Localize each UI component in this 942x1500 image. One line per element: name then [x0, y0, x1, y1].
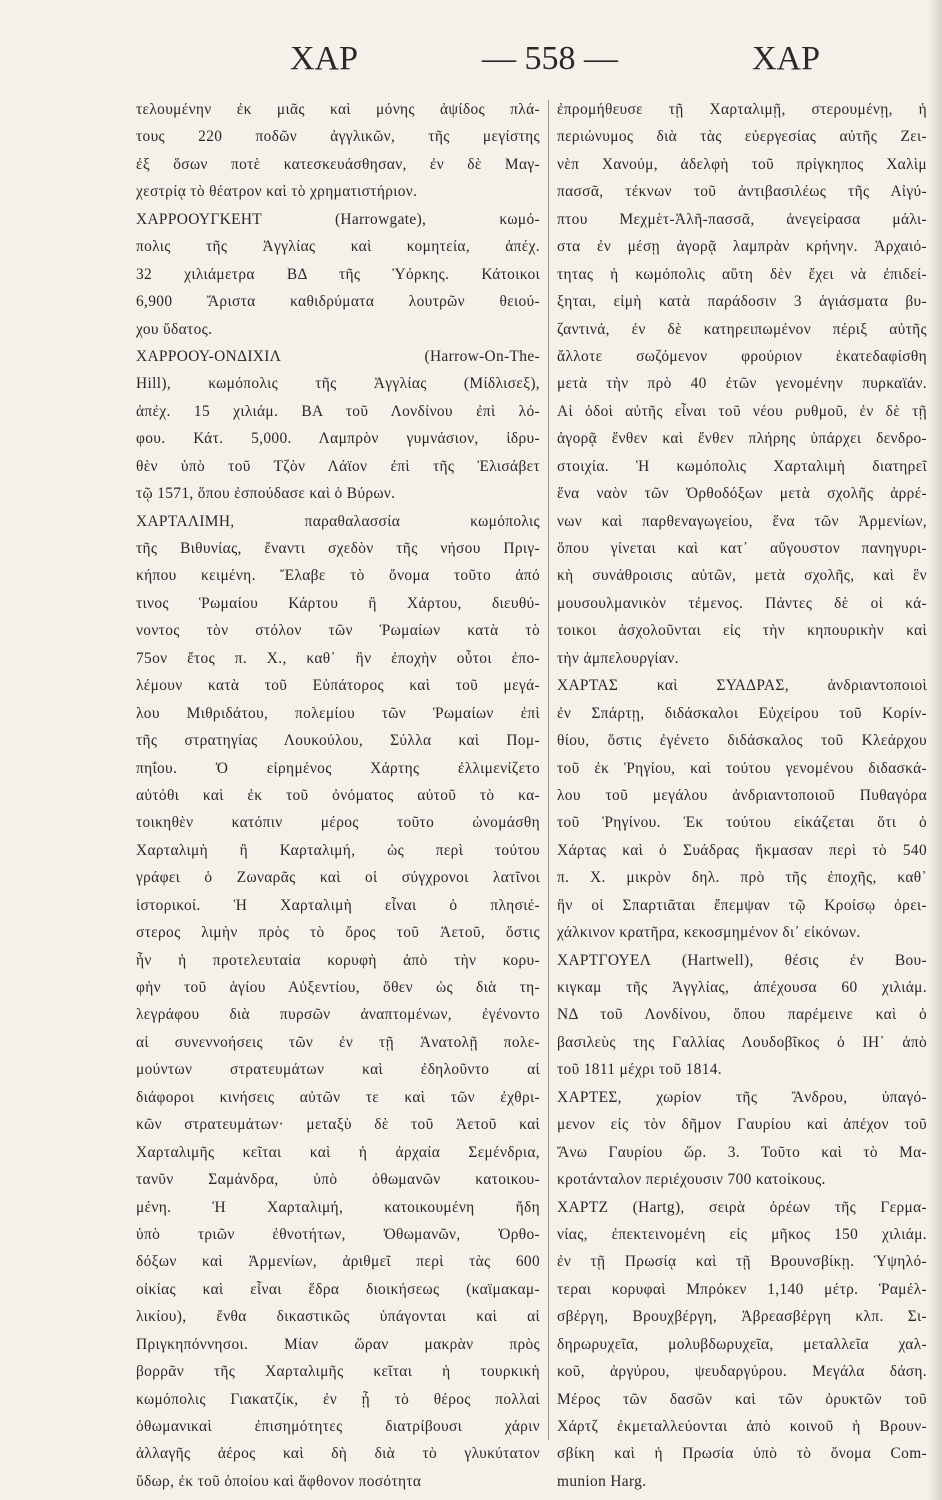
right-text-column: [557, 96, 927, 1495]
text-line: πτου Μεχμὲτ-Ἀλῆ-πασσᾶ, ἀνεγείρασα μάλι-: [557, 210, 927, 228]
text-line: ὅπου γίνεται καὶ κατ᾽ αὔγουστον πανηγυρι-: [557, 540, 927, 557]
text-line: ἐπρομήθευσε τῇ Χαρταλιμῇ, στερουμένῃ, ἡ: [557, 101, 927, 118]
text-line: λου τοῦ μεγάλου ἀνδριαντοποιοῦ Πυθαγόρα: [557, 786, 927, 804]
text-line: ἐν τῇ Πρωσίᾳ καὶ τῇ Βρουνσβίκῃ. Ὑψηλό-: [557, 1253, 927, 1271]
text-line: νίας, ἐπεκτεινομένη εἰς μῆκος 150 χιλιάμ.: [557, 1225, 927, 1243]
text-line: τοῦ 1811 μέχρι τοῦ 1814.: [557, 1061, 722, 1079]
text-line: τεραι κορυφαὶ Μπρόκεν 1,140 μέτρ. Ῥαμέλ-: [557, 1280, 927, 1298]
header-left-keyword: ΧΑΡ: [290, 40, 359, 77]
text-line: κιγκαμ τῆς Ἀγγλίας, ἀπέχουσα 60 χιλιάμ.: [557, 979, 927, 996]
page-edge-shadow: [928, 0, 942, 1500]
text-line: τητας ἡ κωμόπολις αὕτη δὲν ἔχει νὰ ἐπιδεί-: [557, 265, 927, 283]
text-line: λεγράφου διὰ πυρσῶν ἀναπτομένων, ἐγένοντο: [136, 1006, 540, 1024]
text-line: ἀλλαγῆς ἀέρος καὶ δὴ διὰ τὸ γλυκύτατον: [136, 1445, 540, 1463]
text-line: κήπου κειμένη. Ἔλαβε τὸ ὄνομα τοῦτο ἀπό: [136, 567, 540, 585]
text-line: ἀγορᾷ ἔνθεν καὶ ἔνθεν πλήρης ὑπάρχει δενδρο-: [557, 430, 927, 448]
text-line: 6,900 Ἄριστα καθιδρύματα λουτρῶν θειού-: [136, 293, 540, 311]
text-line: ΧΑΡΤΖ (Hartg), σειρὰ ὀρέων τῆς Γερμα-: [557, 1198, 927, 1216]
text-line: χάλκινον κρατῆρα, κεκοσμημένον δι᾽ εἰκόνων.: [557, 924, 861, 942]
text-line: ζαντινά, ἐν δὲ κατηρειπωμένον πέριξ αὐτῆς: [557, 320, 927, 338]
text-line: Αἱ ὁδοὶ αὐτῆς εἶναι τοῦ νέου ρυθμοῦ, ἐν δὲ τῇ: [557, 402, 927, 420]
text-line: κροτάνταλον περιέχουσιν 700 κατοίκους.: [557, 1171, 826, 1189]
text-line: διάφοροι κινήσεις αὐτῶν τε καὶ τῶν ἐχθρι-: [136, 1088, 540, 1106]
text-line: σβέργη, Βρουχβέργη, Ἀβρεασβέργη κλπ. Σι-: [557, 1308, 927, 1326]
text-line: τῆς Βιθυνίας, ἔναντι σχεδὸν τῆς νήσου Πριγ-: [136, 540, 540, 557]
text-line: θὲν ὑπὸ τοῦ Τζὸν Λάϊον ἐπὶ τῆς Ἐλισάβετ: [136, 457, 540, 475]
text-line: φου. Κάτ. 5,000. Λαμπρὸν γυμνάσιον, ἱδρυ-: [136, 430, 540, 448]
text-line: Πριγκηπόννησοι. Μίαν ὥραν μακρὰν πρὸς: [136, 1335, 540, 1353]
text-line: νοντος τὸν στόλον τῶν Ῥωμαίων κατὰ τὸ: [136, 622, 540, 640]
text-line: γράφει ὁ Ζωναρᾶς καὶ οἱ σύγχρονοι λατῖνοι: [136, 869, 540, 887]
text-line: munion Harg.: [557, 1472, 647, 1490]
text-line: ξηται, εἰμὴ κατὰ παράδοσιν 3 ἁγιάσματα βυ-: [557, 293, 927, 311]
text-line: λου Μιθριδάτου, πολεμίου τῶν Ῥωμαίων ἐπὶ: [136, 704, 540, 722]
text-line: ἣν οἱ Σπαρτιᾶται ἔπεμψαν τῷ Κροίσῳ ὀρει-: [557, 896, 927, 914]
text-line: μούντων στρατευμάτων καὶ ἐδηλοῦντο αἱ: [136, 1061, 540, 1079]
text-line: ἄλλοτε σωζόμενον φρούριον ἑκατεδαφίσθη: [557, 347, 927, 365]
text-line: σβίκη καὶ ἡ Πρωσία ὑπὸ τὸ ὄνομα Com-: [557, 1445, 927, 1463]
text-line: λέμουν κατὰ τοῦ Εὐπάτορος καὶ τοῦ μεγά-: [136, 677, 540, 695]
text-line: τὴν ἀμπελουργίαν.: [557, 649, 679, 667]
text-line: ἱστορικοί. Ἡ Χαρταλιμὴ εἶναι ὁ πλησιέ-: [136, 896, 540, 914]
text-line: χου ὕδατος.: [136, 320, 213, 338]
text-line: στερος λιμὴν πρὸς τὸ ὄρος τοῦ Ἀετοῦ, ὅστις: [136, 924, 540, 942]
column-divider: [548, 100, 549, 1440]
text-line: χεστρίᾳ τὸ θέατρον καὶ τὸ χρηματιστήριον.: [136, 183, 418, 201]
text-line: ΝΔ τοῦ Λονδίνου, ὅπου παρέμεινε καὶ ὁ: [557, 1006, 927, 1024]
text-line: Ἄνω Γαυρίου ὥρ. 3. Τοῦτο καὶ τὸ Μα-: [557, 1143, 927, 1161]
text-line: ΧΑΡΤΕΣ, χωρίον τῆς Ἄνδρου, ὑπαγό-: [557, 1088, 927, 1106]
text-line: Hill), κωμόπολις τῆς Ἀγγλίας (Μίδλισεξ),: [136, 375, 540, 393]
text-line: βασιλεὺς της Γαλλίας Λουδοβῖκος ὁ ΙΗ᾽ ἀπὸ: [557, 1033, 927, 1051]
text-line: φὴν τοῦ ἁγίου Αὐξεντίου, ὅθεν ὡς διὰ τη-: [136, 979, 540, 996]
text-line: ὕδωρ, ἐκ τοῦ ὁποίου καὶ ἄφθονον ποσότητα: [136, 1472, 422, 1490]
text-line: ἕνα ναὸν τῶν Ὀρθοδόξων μετὰ σχολῆς ἀρρέ-: [557, 485, 927, 503]
text-line: τινος Ῥωμαίου Κάρτου ἢ Χάρτου, διευθύ-: [136, 594, 540, 612]
text-line: Χαρταλιμὴ ἢ Καρταλιμή, ὡς περὶ τούτου: [136, 841, 540, 859]
text-line: κὴ συνάθροισις αὐτῶν, μετὰ σχολῆς, καὶ ἓν: [557, 567, 927, 585]
text-line: τῆς στρατηγίας Λουκούλου, Σύλλα καὶ Πομ-: [136, 732, 540, 750]
text-line: ἦν ἡ προτελευταία κορυφὴ ἀπὸ τὴν κορυ-: [136, 951, 540, 969]
text-line: π. Χ. μικρὸν δηλ. πρὸ τῆς ἐποχῆς, καθ᾽: [557, 869, 927, 887]
text-line: 32 χιλιάμετρα ΒΔ τῆς Ὑόρκης. Κάτοικοι: [136, 265, 540, 283]
running-header: [0, 40, 942, 90]
text-line: 75ον ἔτος π. Χ., καθ᾽ ἣν ἐποχὴν οὗτοι ἐπο-: [136, 649, 540, 667]
text-line: ΧΑΡΡΟΟΥΓΚΕΗΤ (Harrowgate), κωμό-: [136, 210, 540, 228]
text-line: ἀπέχ. 15 χιλιάμ. ΒΑ τοῦ Λονδίνου ἐπὶ λό-: [136, 402, 540, 420]
text-line: τους 220 ποδῶν ἀγγλικῶν, τῆς μεγίστης: [136, 128, 540, 146]
text-line: ΧΑΡΤΓΟΥΕΛ (Hartwell), θέσις ἐν Βου-: [557, 951, 927, 969]
text-line: τελουμένην ἐκ μιᾶς καὶ μόνης ἀψίδος πλά-: [136, 101, 540, 118]
text-line: θίου, ὅστις ἐγένετο διδάσκαλος τοῦ Κλεάρχου: [557, 732, 927, 750]
text-line: Χάρτας καὶ ὁ Συάδρας ἤκμασαν περὶ τὸ 540: [557, 841, 927, 859]
text-line: τῷ 1571, ὅπου ἐσπούδασε καὶ ὁ Βύρων.: [136, 485, 396, 503]
text-line: τανῦν Σαμάνδρα, ὑπὸ ὀθωμανῶν κατοικου-: [136, 1171, 540, 1189]
text-line: Χάρτζ ἐκμεταλλεύονται ἀπὸ κοινοῦ ἡ Βρουν-: [557, 1418, 927, 1435]
text-line: ΧΑΡΤΑΛΙΜΗ, παραθαλασσία κωμόπολις: [136, 512, 540, 530]
text-line: τοῦ ἐκ Ῥηγίου, καὶ τούτου γενομένου διδασκά-: [557, 759, 927, 777]
text-line: ΧΑΡΡΟΟΥ-ΟΝΔΙΧΙΛ (Harrow-On-The-: [136, 347, 540, 365]
text-line: μενον εἰς τὸν δῆμον Γαυρίου καὶ ἀπέχον τοῦ: [557, 1116, 927, 1134]
text-line: στα ἐν μέσῃ ἀγορᾷ λαμπρὰν κρήνην. Ἀρχαιό-: [557, 238, 927, 256]
text-line: ἐξ ὅσων ποτὲ κατεσκευάσθησαν, ἐν δὲ Μαγ-: [136, 155, 540, 173]
text-line: μετὰ τὴν πρὸ 40 ἐτῶν γενομένην πυρκαϊάν.: [557, 375, 927, 393]
text-line: μένη. Ἡ Χαρταλιμή, κατοικουμένη ἤδη: [136, 1198, 540, 1216]
text-line: αἱ συνεννοήσεις τῶν ἐν τῇ Ἀνατολῇ πολε-: [136, 1033, 540, 1051]
text-line: ὀθωμανικαὶ ἐπισημότητες διατρίβουσι χάριν: [136, 1418, 540, 1435]
text-line: κῶν στρατευμάτων· μεταξὺ δὲ τοῦ Ἀετοῦ καὶ: [136, 1116, 540, 1134]
text-line: κοῦ, ἀργύρου, ψευδαργύρου. Μεγάλα δάση.: [557, 1363, 927, 1381]
text-line: τοῦ Ῥηγίνου. Ἐκ τούτου εἰκάζεται ὅτι ὁ: [557, 814, 927, 832]
left-text-column: [136, 96, 540, 1495]
text-line: δόξων καὶ Ἀρμενίων, ἀριθμεῖ περὶ τὰς 600: [136, 1253, 540, 1271]
text-line: βορρᾶν τῆς Χαρταλιμῆς κεῖται ἡ τουρκικὴ: [136, 1363, 540, 1381]
text-line: πηΐου. Ὁ εἰρημένος Χάρτης ἐλλιμενίζετο: [136, 759, 540, 777]
header-right-keyword: ΧΑΡ: [752, 40, 821, 77]
text-line: λικίου), ἔνθα δικαστικῶς ὑπάγονται καὶ αἱ: [136, 1308, 540, 1326]
text-line: κωμόπολις Γιακατζίκ, ἐν ᾗ τὸ θέρος πολλαὶ: [136, 1390, 540, 1408]
text-line: τοικοι ἀσχολοῦνται εἰς τὴν κηπουρικὴν καὶ: [557, 622, 927, 640]
text-line: περιώνυμος διὰ τὰς εὐεργεσίας αὐτῆς Ζει-: [557, 128, 927, 146]
text-line: νων καὶ παρθεναγωγείου, ἕνα τῶν Ἀρμενίων,: [557, 512, 927, 530]
text-line: πασσᾶ, τέκνων τοῦ ἀντιβασιλέως τῆς Αἰγύ-: [557, 183, 927, 201]
text-line: νὲπ Χανούμ, ἀδελφὴ τοῦ πρίγκηπος Χαλὶμ: [557, 155, 927, 173]
text-line: Μέρος τῶν δασῶν καὶ τῶν ὀρυκτῶν τοῦ: [557, 1390, 927, 1408]
text-line: πολις τῆς Ἀγγλίας καὶ κομητεία, ἀπέχ.: [136, 238, 540, 256]
text-line: Χαρταλιμῆς κεῖται καὶ ἡ ἀρχαία Σεμένδρια,: [136, 1143, 540, 1161]
text-line: μουσουλμανικὸν τέμενος. Πάντες δὲ οἱ κά-: [557, 594, 927, 612]
text-line: δηρωρυχεῖα, μολυβδωρυχεῖα, μεταλλεῖα χαλ-: [557, 1335, 927, 1353]
text-line: αὐτόθι καὶ ἐκ τοῦ ὀνόματος αὐτοῦ τὸ κα-: [136, 786, 540, 804]
page-number: — 558 —: [482, 40, 618, 77]
text-line: τοικηθὲν κατόπιν μέρος τοῦτο ὠνομάσθη: [136, 814, 540, 832]
text-line: στοιχία. Ἡ κωμόπολις Χαρταλιμὴ διατηρεῖ: [557, 457, 927, 475]
text-line: ὑπὸ τριῶν ἐθνοτήτων, Ὀθωμανῶν, Ὀρθο-: [136, 1225, 540, 1243]
text-line: ἐν Σπάρτῃ, διδάσκαλοι Εὐχείρου τοῦ Κορίν-: [557, 704, 927, 722]
text-line: οἰκίας καὶ εἶναι ἕδρα διοικήσεως (καϊμακαμ-: [136, 1280, 540, 1298]
text-line: ΧΑΡΤΑΣ καὶ ΣΥΑΔΡΑΣ, ἀνδριαντοποιοὶ: [557, 677, 927, 695]
